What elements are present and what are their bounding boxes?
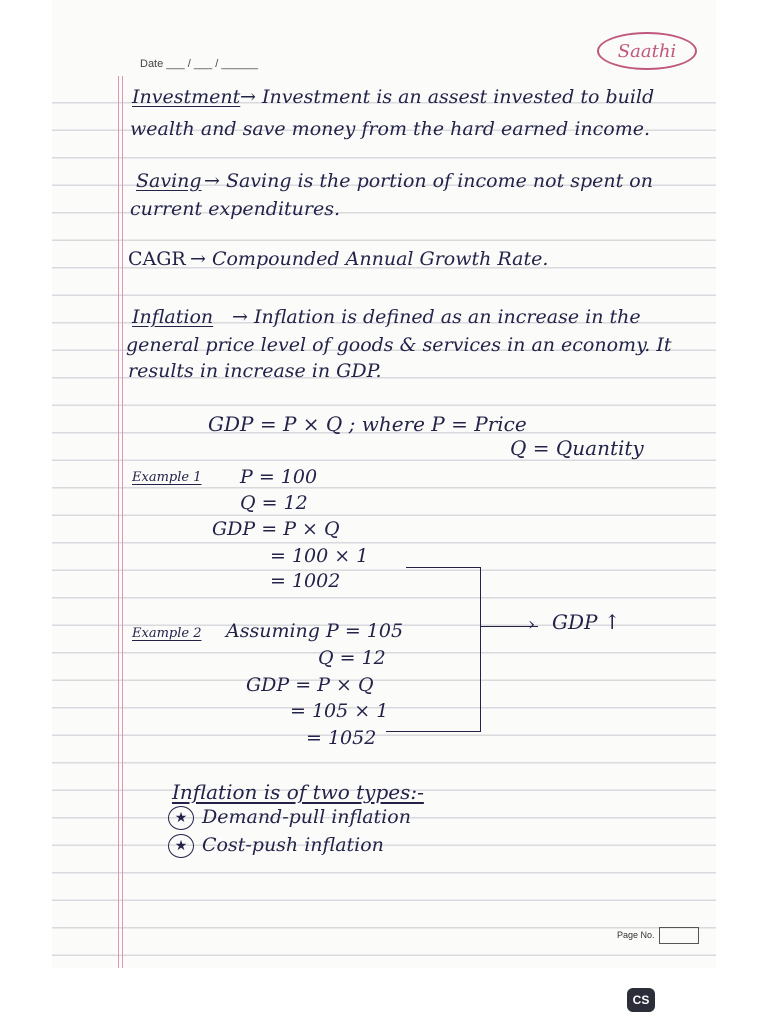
example1-gdp: GDP = P × Q [212,518,340,540]
inflation-definition-line3: results in increase in GDP. [128,360,382,382]
gdp-formula: GDP = P × Q ; where P = Price [208,412,527,436]
investment-term: Investment [132,86,241,108]
saving-definition: → Saving is the portion of income not spent on [204,170,653,192]
cagr-definition: → Compounded Annual Growth Rate. [190,248,549,270]
inflation-type-demand-pull: Demand-pull inflation [202,806,411,828]
gdp-up-label: GDP ↑ [552,610,621,634]
example1-label: Example 1 [132,470,202,485]
margin-line-1 [118,0,119,968]
example1-result: = 1002 [270,570,341,592]
saving-definition-line2: current expenditures. [130,198,341,220]
example1-step: = 100 × 1 [270,545,369,567]
camscanner-badge: CS [627,988,655,1012]
inflation-definition-line2: general price level of goods & services in an economy. It [126,334,672,356]
arrow-head: › [528,614,536,635]
inflation-type-cost-push: Cost-push inflation [202,834,384,856]
example2-price: Assuming P = 105 [226,620,404,642]
brand-logo: Saathi [597,32,697,70]
cagr-term: CAGR [128,248,186,270]
example2-quantity: Q = 12 [318,647,386,669]
example2-step: = 105 × 1 [290,700,389,722]
notebook-page [52,0,716,968]
star-bullet-icon: ★ [168,834,194,858]
example1-price: P = 100 [240,466,318,488]
investment-definition-line2: wealth and save money from the hard earned income. [130,118,651,140]
bracket-bottom [386,629,481,732]
margin-line-2 [122,0,123,968]
inflation-types-heading: Inflation is of two types:- [172,780,424,804]
page-number-box [659,927,699,944]
example2-gdp: GDP = P × Q [246,674,374,696]
star-bullet-icon: ★ [168,806,194,830]
bracket-top [406,567,481,630]
page-number-label: Page No. [617,930,655,940]
inflation-term: Inflation [132,306,214,328]
inflation-definition: → Inflation is defined as an increase in the [232,306,641,328]
investment-definition: → Investment is an assest invested to build [240,86,655,108]
saving-term: Saving [136,170,202,192]
date-label: Date ___ / ___ / ______ [140,58,259,70]
example2-result: = 1052 [306,727,377,749]
example1-quantity: Q = 12 [240,492,308,514]
gdp-formula-quantity: Q = Quantity [510,436,644,460]
example2-label: Example 2 [132,626,202,641]
